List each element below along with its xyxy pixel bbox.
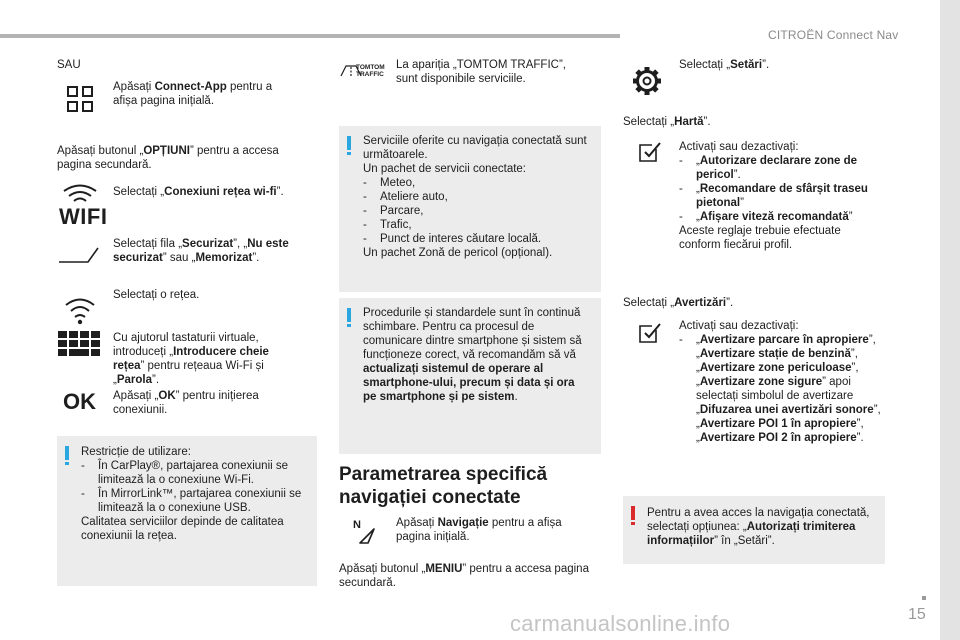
tomtom-text: La apariția „TOMTOM TRAFFIC”, sunt disponibile serviciile. (396, 59, 566, 85)
optiuni-text: Apăsați butonul „OPȚIUNI” pentru a accesa pagina secundară. (57, 145, 279, 171)
note-footer: Calitatea serviciilor depinde de calitatea conexiunii la rețea. (81, 516, 284, 542)
setari-text: Selectați „Setări”. (679, 59, 770, 71)
connect-app-text: Apăsați Connect-App pentru a afișa pagina inițială. (113, 81, 273, 107)
access-note (623, 496, 885, 564)
list-item: - Meteo, (363, 177, 416, 189)
gear-icon (632, 66, 662, 96)
checkbox-icon (638, 141, 662, 163)
navigation-text: Apăsați Navigație pentru a afișa pagina inițială. (396, 517, 562, 543)
info-bar (65, 446, 69, 460)
harta-text: Selectați „Hartă”. (623, 116, 711, 128)
sau-text: SAU (57, 59, 81, 71)
list-item: - Punct de interes căutare locală. (363, 233, 542, 245)
network-text: Selectați o rețea. (113, 289, 200, 301)
list-item: - „Avertizare parcare în apropiere”, „Avertizare stație de benzină”, „Avertizare zone periculoase”, „Avertizare zone sigure” apoi selectați simbolul de avertizare „Difuzarea unei avertizări sonore”, „Avertizare POI 1 în apropiere”, „Avertizare POI 2 în apropiere”. (679, 334, 881, 444)
info-bar (347, 136, 351, 150)
avertizari-text: Selectați „Avertizări”. (623, 297, 734, 309)
svg-text:N: N (353, 519, 361, 531)
checkbox-icon (638, 322, 662, 344)
header-rule (0, 34, 620, 38)
list-item: - Parcare, (363, 205, 424, 217)
services-footer: Un pachet Zonă de pericol (opțional). (363, 247, 553, 259)
section-heading: Parametrarea specifică navigației conectate (339, 464, 548, 508)
tab-icon (58, 246, 102, 264)
tomtom-traffic-logo: TOMTOM TRAFFIC (356, 64, 385, 78)
list-item: - În MirrorLink™, partajarea conexiunii se limitează la o conexiune USB. (81, 488, 302, 514)
watermark: carmanualsonline.info (510, 611, 731, 636)
wifi-label: WIFI (59, 204, 108, 229)
list-item: - „Afișare viteză recomandată” (679, 211, 853, 223)
page-mark (922, 596, 926, 600)
header-title: CITROËN Connect Nav (768, 28, 899, 42)
ok-text: Apăsați „OK” pentru inițierea conexiunii. (113, 390, 259, 416)
page-number: 15 (908, 606, 926, 623)
list-item: - „Autorizare declarare zone de pericol”. (679, 155, 858, 181)
avertizari-options: Activați sau dezactivați: - „Avertizare parcare în apropiere”, „Avertizare stație de benzină”, „Avertizare zone periculoase”, „Avertizare zone sigure” apoi selectați simbolul de avertizare „Difuzarea unei avertizări sonore”, „Avertizare POI 1 în apropiere”, „Avertizare POI 2 în apropiere”. (679, 319, 884, 445)
procedures-text: Procedurile și standardele sunt în continuă schimbare. Pentru ca procesul de comunicare dintre smartphone și sistem să funcționeze corect, vă recomandăm să vă actualizați sistemul de operare al smartphone-ului, precum și data și ora pe smartphone și pe sistem. (363, 307, 582, 403)
side-bar (940, 0, 960, 640)
wifi-icon (60, 183, 100, 205)
wifi-network-icon (63, 296, 97, 326)
note-title: Restricție de utilizare: (81, 446, 191, 458)
info-bar (347, 308, 351, 322)
keyboard-text: Cu ajutorul tastaturii virtuale, introduceți „Introducere cheie rețea” pentru rețeaua Wi-Fi și „Parola”. (113, 332, 269, 386)
access-text: Pentru a avea acces la navigația conectată, selectați opțiunea: „Autorizați trimiterea informațiilor” în „Setări”. (647, 507, 870, 547)
menu-text: Apăsați butonul „MENIU” pentru a accesa pagina secundară. (339, 563, 589, 589)
services-intro: Serviciile oferite cu navigația conectată sunt următoarele. (363, 135, 587, 161)
wifi-text: Selectați „Conexiuni rețea wi-fi”. (113, 186, 284, 198)
list-item: - Ateliere auto, (363, 191, 448, 203)
grid-apps-icon (67, 86, 93, 112)
services-pack: Un pachet de servicii conectate: (363, 163, 527, 175)
list-item: - Trafic, (363, 219, 412, 231)
list-item: - „Recomandare de sfârșit traseu pietonal” (679, 183, 868, 209)
harta-options: Activați sau dezactivați: - „Autorizare declarare zone de pericol”. - „Recomandare de sfârșit traseu pietonal” - „Afișare viteză recomandată” Aceste reglaje trebuie efectuate conform fiecărui profil. (679, 140, 884, 252)
restriction-note (57, 436, 317, 586)
warning-bar (631, 506, 635, 520)
ok-label: OK (63, 389, 96, 414)
tab-text: Selectați fila „Securizat”, „Nu este securizat” sau „Memorizat”. (113, 238, 289, 264)
keyboard-icon (58, 331, 100, 357)
list-item: - În CarPlay®, partajarea conexiunii se limitează la o conexiune Wi-Fi. (81, 460, 289, 486)
navigation-icon (352, 516, 376, 544)
services-note (339, 126, 601, 292)
procedures-note (339, 298, 601, 454)
